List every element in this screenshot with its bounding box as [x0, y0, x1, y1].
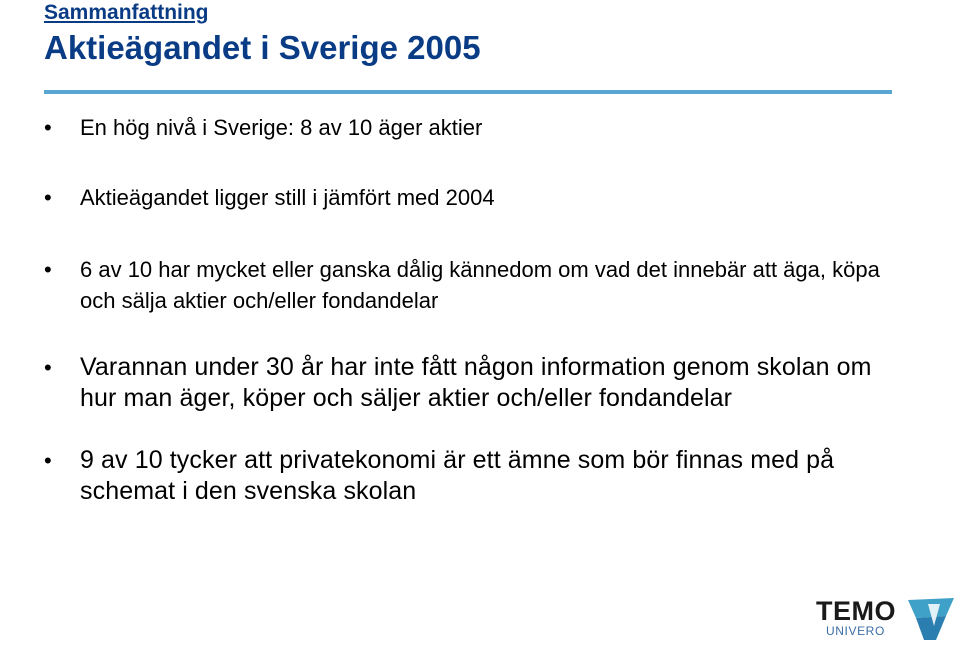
logo-mark-icon — [906, 596, 956, 642]
title-divider — [44, 90, 892, 94]
page-title: Aktieägandet i Sverige 2005 — [44, 29, 481, 66]
bullet-text: 6 av 10 har mycket eller ganska dålig kännedom om vad det innebär att äga, köpa och sälja aktier och/eller fondandelar — [80, 257, 880, 313]
bullet-dot-icon: • — [44, 448, 52, 473]
logo-subtitle: UNIVERO — [826, 624, 885, 638]
bullet-item — [44, 182, 884, 213]
bullet-text: Varannan under 30 år har inte fått någon information genom skolan om hur man äger, köper och säljer aktier och/eller fondandelar — [80, 353, 872, 412]
bullet-dot-icon: • — [44, 115, 52, 140]
bullet-text: En hög nivå i Sverige: 8 av 10 äger aktier — [80, 115, 483, 140]
bullet-text: Aktieägandet ligger still i jämfört med 2004 — [80, 185, 495, 210]
bullet-dot-icon: • — [44, 257, 52, 282]
logo-wordmark: TEMO — [816, 596, 896, 626]
bullet-item — [44, 254, 884, 316]
bullet-item — [44, 445, 884, 507]
bullet-text: 9 av 10 tycker att privatekonomi är ett ämne som bör finnas med på schemat i den svenska skolan — [80, 446, 835, 505]
bullet-dot-icon: • — [44, 185, 52, 210]
temo-logo — [816, 596, 956, 642]
section-kicker: Sammanfattning — [44, 1, 209, 24]
bullet-list — [44, 112, 884, 507]
bullet-item — [44, 112, 884, 143]
bullet-item — [44, 352, 884, 414]
bullet-dot-icon: • — [44, 355, 52, 380]
